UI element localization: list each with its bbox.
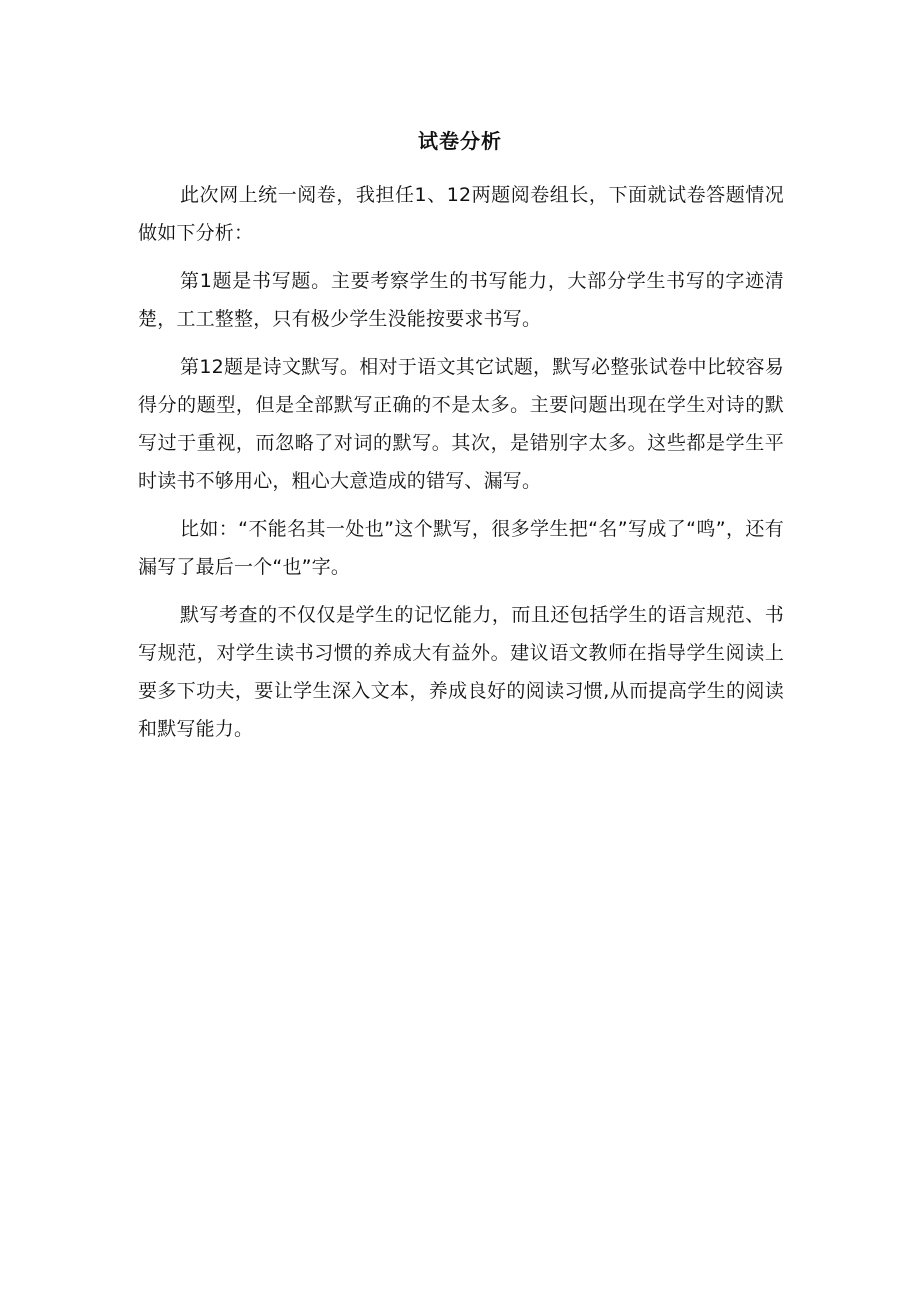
document-body [138,176,784,758]
paragraph-question-1: 第1题是书写题。主要考察学生的书写能力，大部分学生书写的字迹清楚，工工整整，只有极少学生没能按要求书写。 [138,270,784,330]
paragraph-intro: 此次网上统一阅卷，我担任1、12两题阅卷组长，下面就试卷答题情况做如下分析： [138,184,784,244]
paragraph-suggestion: 默写考查的不仅仅是学生的记忆能力，而且还包括学生的语言规范、书写规范，对学生读书习惯的养成大有益外。建议语文教师在指导学生阅读上要多下功夫，要让学生深入文本，养成良好的阅读习惯,从而提高学生的阅读和默写能力。 [138,604,784,740]
document-title: 试卷分析 [418,129,502,153]
paragraph-question-12: 第12题是诗文默写。相对于语文其它试题，默写必整张试卷中比较容易得分的题型，但是全部默写正确的不是太多。主要问题出现在学生对诗的默写过于重视，而忽略了对词的默写。其次，是错别字太多。这些都是学生平时读书不够用心，粗心大意造成的错写、漏写。 [138,356,784,492]
paragraph-example: 比如：“不能名其一处也”这个默写，很多学生把“名”写成了“鸣”，还有漏写了最后一个“也”字。 [138,518,784,578]
